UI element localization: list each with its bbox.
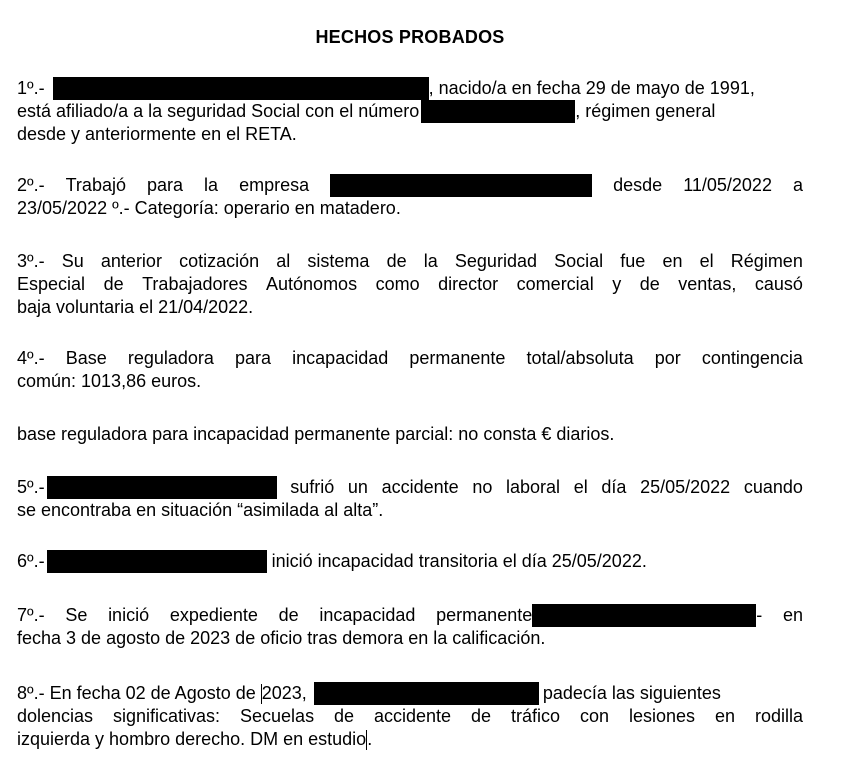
fact-4-partial-base	[17, 423, 803, 446]
fact-3-line-3: baja voluntaria el 21/04/2022.	[17, 297, 254, 317]
fact-8-word: tráfico	[511, 706, 561, 726]
fact-3-word: 3º.-	[17, 251, 45, 271]
fact-8-word: de	[334, 706, 355, 726]
fact-5-word: un	[347, 477, 368, 497]
fact-3-word: Social	[554, 251, 604, 271]
fact-2-word: a	[792, 175, 803, 195]
redaction-box	[47, 476, 277, 499]
fact-4-word: para	[235, 348, 272, 368]
document-title: HECHOS PROBADOS	[315, 27, 505, 47]
fact-3	[17, 250, 803, 319]
fact-2-word: Trabajó	[65, 175, 126, 195]
fact-7-word: inició	[108, 605, 150, 625]
fact-8-word: Secuelas	[240, 706, 315, 726]
fact-3-word: y	[612, 274, 622, 294]
fact-8-word: lesiones	[628, 706, 696, 726]
fact-7-word: de	[278, 605, 299, 625]
fact-3-word: fue	[620, 251, 646, 271]
fact-5-word: sufrió	[290, 477, 335, 497]
fact-8-text-b: 2023,	[261, 683, 307, 703]
fact-3-word: de	[103, 274, 124, 294]
fact-1-number: 1º.-	[17, 78, 45, 98]
fact-3-word: director	[438, 274, 499, 294]
fact-8-text-d: izquierda y hombro derecho. DM en estudio	[17, 729, 367, 749]
fact-8-text-a: 8º.- En fecha 02 de Agosto de	[17, 683, 256, 703]
fact-3-word: Autónomos	[266, 274, 358, 294]
redaction-box	[330, 174, 592, 197]
fact-7-redacted-group	[436, 604, 762, 627]
fact-7-word: en	[782, 605, 803, 625]
fact-7-word: expediente	[169, 605, 258, 625]
fact-3-word: de	[386, 251, 407, 271]
fact-8-line-3	[17, 728, 803, 751]
fact-7-line-1	[17, 604, 803, 627]
fact-6-line-1	[17, 550, 803, 573]
fact-8-word: dolencias	[17, 706, 94, 726]
fact-5-line-2: se encontraba en situación “asimilada al alta”.	[17, 500, 384, 520]
fact-5-line-1	[17, 476, 803, 499]
fact-5-word: laboral	[506, 477, 561, 497]
redaction-box	[53, 77, 429, 100]
fact-2-word: desde	[613, 175, 663, 195]
fact-4-word: reguladora	[127, 348, 214, 368]
fact-7-word: Se	[65, 605, 88, 625]
fact-4-word: por	[654, 348, 681, 368]
redaction-box	[421, 100, 575, 123]
redaction-box	[532, 604, 756, 627]
fact-8-word: rodilla	[754, 706, 803, 726]
fact-7-dash: -	[756, 605, 763, 625]
fact-8-word: significativas:	[113, 706, 221, 726]
fact-2-line-2: 23/05/2022 º.- Categoría: operario en matadero.	[17, 198, 401, 218]
fact-4-line-1	[17, 347, 803, 370]
fact-3-word: Seguridad	[454, 251, 537, 271]
fact-4-word: incapacidad	[292, 348, 389, 368]
fact-3-word: anterior	[100, 251, 162, 271]
fact-8-word: accidente	[374, 706, 452, 726]
fact-2-word: 11/05/2022	[683, 175, 772, 195]
fact-8-text-e: .	[367, 729, 373, 749]
fact-3-word: ventas,	[678, 274, 737, 294]
fact-3-word: al	[276, 251, 291, 271]
fact-8-word: en	[714, 706, 736, 726]
fact-3-word: causó	[754, 274, 803, 294]
fact-1-line-3: desde y anteriormente en el RETA.	[17, 124, 297, 144]
fact-4-word: total/absoluta	[526, 348, 634, 368]
fact-5-word: el	[573, 477, 588, 497]
fact-3-word: de	[639, 274, 660, 294]
fact-1-text-c: , régimen general	[575, 101, 716, 121]
fact-2-word: empresa	[239, 175, 310, 195]
fact-2-line-1	[17, 174, 803, 197]
fact-4-word: permanente	[409, 348, 506, 368]
fact-5	[17, 476, 803, 522]
fact-3-word: Trabajadores	[142, 274, 248, 294]
fact-7-word: incapacidad	[319, 605, 416, 625]
fact-4-line-2: común: 1013,86 euros.	[17, 371, 202, 391]
fact-8-word: con	[580, 706, 610, 726]
fact-5-word: día	[601, 477, 627, 497]
fact-5-number: 5º.-	[17, 477, 45, 497]
fact-3-word: como	[375, 274, 420, 294]
fact-8-line-1	[17, 682, 803, 705]
fact-5-lead	[17, 476, 277, 499]
fact-5-word: cuando	[743, 477, 803, 497]
fact-3-word: Régimen	[730, 251, 803, 271]
fact-3-word: sistema	[307, 251, 370, 271]
fact-2	[17, 174, 803, 220]
fact-3-word: en	[662, 251, 683, 271]
fact-3-word: el	[699, 251, 714, 271]
fact-6	[17, 550, 803, 573]
redaction-box	[47, 550, 267, 573]
fact-7-word: 7º.-	[17, 605, 45, 625]
fact-8-word: de	[471, 706, 492, 726]
fact-2-word: la	[204, 175, 219, 195]
fact-5-word: 25/05/2022	[640, 477, 731, 497]
fact-2-word: para	[147, 175, 184, 195]
fact-4-word: 4º.-	[17, 348, 45, 368]
fact-1	[17, 77, 803, 146]
fact-1-text-b: está afiliado/a a la seguridad Social con el número	[17, 101, 420, 121]
redaction-box	[314, 682, 539, 705]
fact-1-text-a: , nacido/a en fecha 29 de mayo de 1991,	[428, 78, 755, 98]
fact-4b-line-1: base reguladora para incapacidad permanente parcial: no consta € diarios.	[17, 424, 615, 444]
fact-8-line-2	[17, 705, 803, 728]
fact-5-word: no	[472, 477, 493, 497]
fact-3-line-1	[17, 250, 803, 273]
fact-7-word: permanente	[436, 605, 533, 625]
fact-8	[17, 682, 803, 751]
fact-8-text-c: padecía las siguientes	[542, 683, 721, 703]
fact-3-word: Especial	[17, 274, 86, 294]
fact-6-number: 6º.-	[17, 551, 45, 571]
fact-4-word: Base	[65, 348, 107, 368]
fact-1-line-2	[17, 100, 803, 123]
fact-3-word: Su	[61, 251, 84, 271]
fact-6-text: inició incapacidad transitoria el día 25/05/2022.	[271, 551, 647, 571]
fact-5-word: accidente	[381, 477, 459, 497]
fact-3-word: comercial	[516, 274, 594, 294]
fact-1-line-1	[17, 77, 803, 100]
fact-4	[17, 347, 803, 393]
fact-3-word: cotización	[179, 251, 260, 271]
fact-7-line-2: fecha 3 de agosto de 2023 de oficio tras demora en la calificación.	[17, 628, 546, 648]
fact-2-number: 2º.-	[17, 175, 45, 195]
fact-3-line-2	[17, 273, 803, 296]
fact-4-word: contingencia	[701, 348, 803, 368]
fact-3-word: la	[423, 251, 438, 271]
fact-7	[17, 604, 803, 650]
